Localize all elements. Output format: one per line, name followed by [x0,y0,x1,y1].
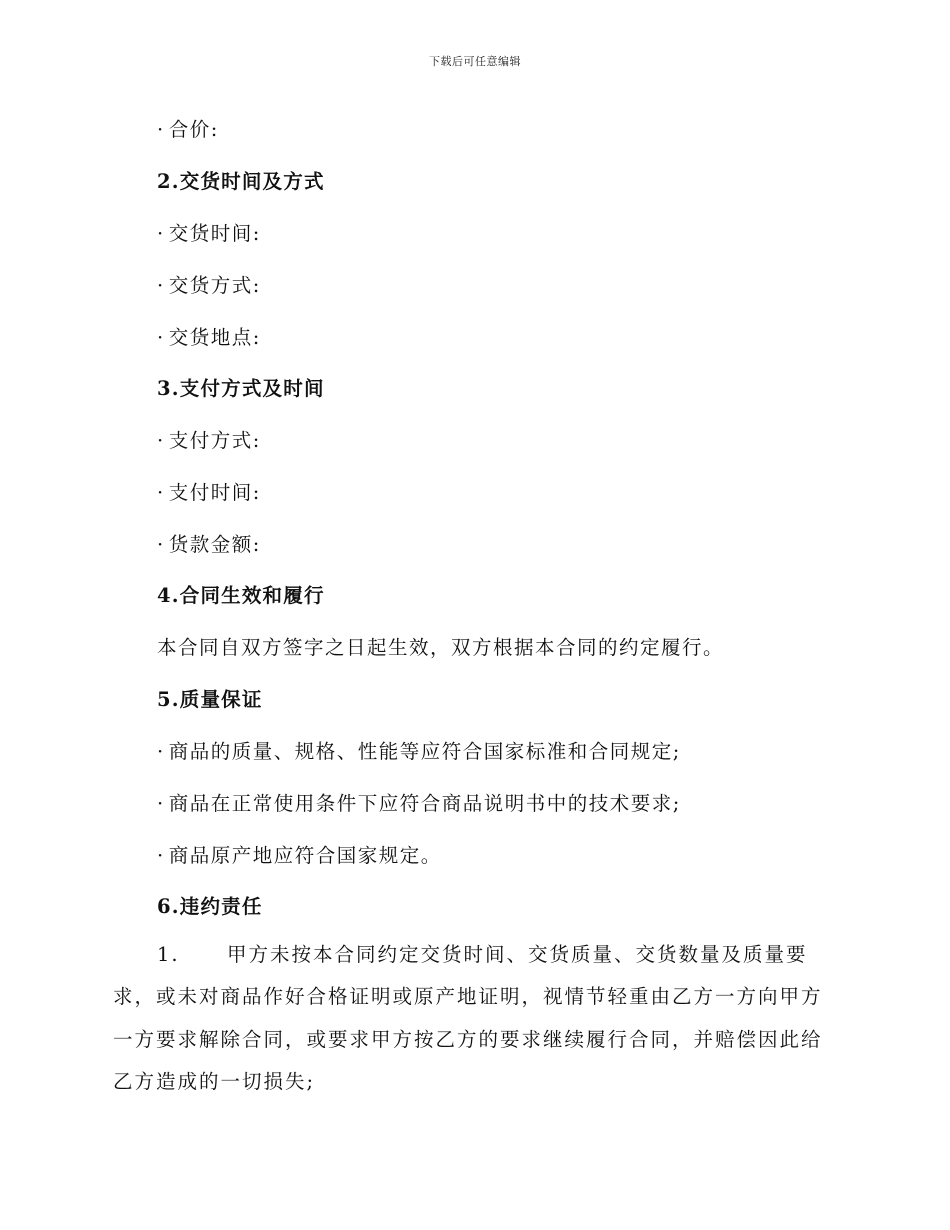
heading-effect: 4.合同生效和履行 [157,584,325,607]
page-header-note: 下载后可任意编辑 [429,55,521,68]
item-delivery-place: · 交货地点: [157,322,261,350]
liability-clause-1 [113,934,833,1103]
quality-item-1: · 商品的质量、规格、性能等应符合国家标准和合同规定; [157,736,681,764]
item-payment-time: · 支付时间: [157,477,261,505]
quality-item-3: · 商品原产地应符合国家规定。 [157,840,442,868]
item-price: · 合价: [157,114,219,142]
effect-paragraph: 本合同自双方签字之日起生效，双方根据本合同的约定履行。 [157,636,725,659]
heading-delivery: 2.交货时间及方式 [157,170,325,193]
clause-line-3: 一方要求解除合同，或要求甲方按乙方的要求继续履行合同，并赔偿因此给 [113,1027,823,1051]
clause-line-1 [113,934,833,976]
item-payment-amount: · 货款金额: [157,529,261,557]
item-payment-method: · 支付方式: [157,425,261,453]
heading-quality: 5.质量保证 [157,688,263,711]
quality-item-2: · 商品在正常使用条件下应符合商品说明书中的技术要求; [157,788,681,816]
heading-payment: 3.支付方式及时间 [157,377,325,400]
clause-text: 甲方未按本合同约定交货时间、交货质量、交货数量及质量要 [227,943,808,966]
clause-number: 1. [157,943,180,966]
clause-line-2: 求，或未对商品作好合格证明或原产地证明，视情节轻重由乙方一方向甲方 [113,985,823,1009]
item-delivery-method: · 交货方式: [157,270,261,298]
item-delivery-time: · 交货时间: [157,218,261,246]
heading-liability: 6.违约责任 [157,895,263,918]
clause-line-4: 乙方造成的一切损失; [113,1069,316,1093]
